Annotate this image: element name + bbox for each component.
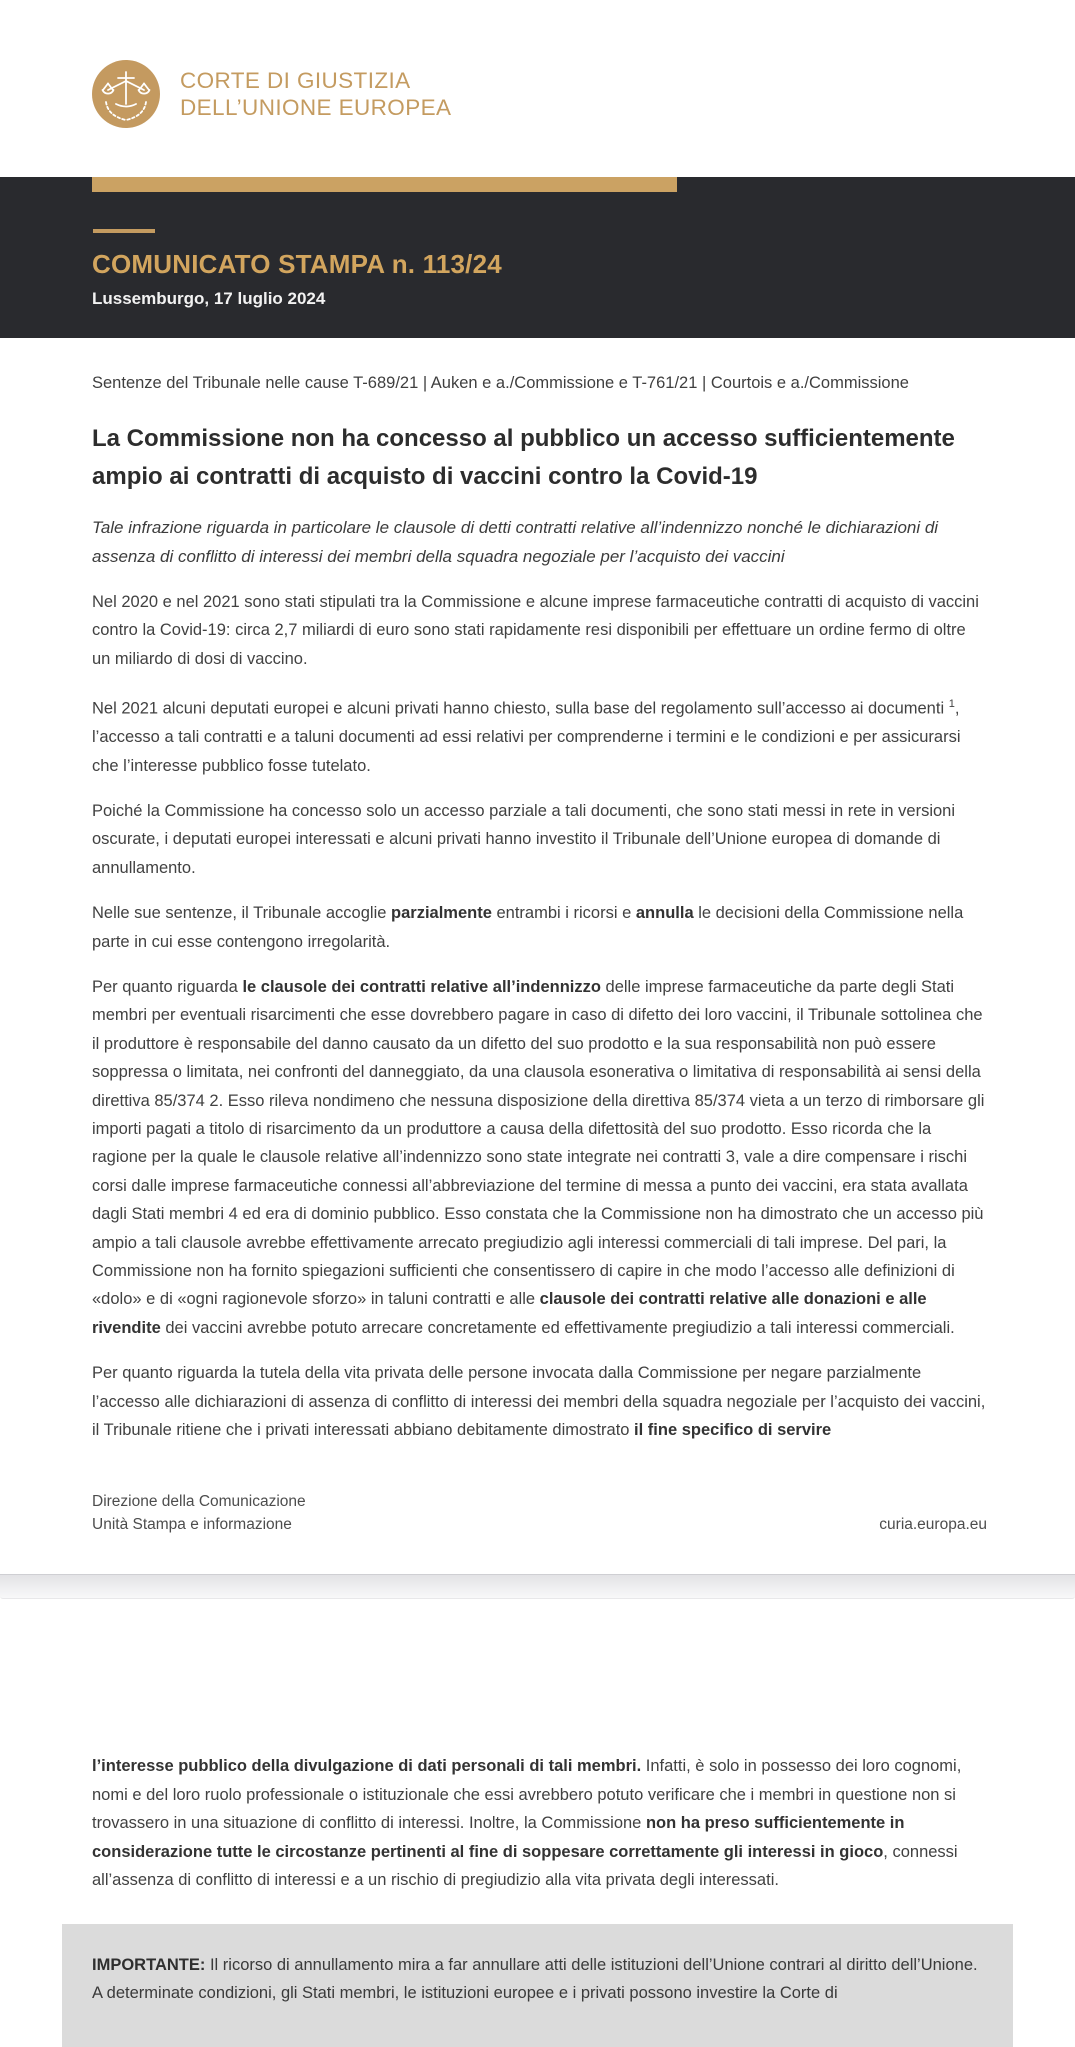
court-name-line1: CORTE DI GIUSTIZIA — [180, 67, 451, 94]
curia-website-link[interactable]: curia.europa.eu — [879, 1513, 987, 1536]
paragraph-4: Nelle sue sentenze, il Tribunale accoglie parzialmente entrambi i ricorsi e annulla le decisioni della Commissione nella parte in cui esse contengono irregolarità. — [92, 899, 987, 956]
court-name-line2: DELL’UNIONE EUROPEA — [180, 94, 451, 121]
article-subtitle: Tale infrazione riguarda in particolare le clausole di detti contratti relative all’indennizzo nonché le dichiarazioni di assenza di conflitto di interessi dei membri della squadra negoziale per l’acquisto dei vaccini — [92, 513, 987, 571]
article-body — [0, 369, 1075, 1536]
court-logo — [0, 0, 1075, 177]
footer-department-line2: Unità Stampa e informazione — [92, 1513, 306, 1536]
press-release-banner — [0, 177, 1075, 338]
court-name — [180, 67, 451, 121]
article-body-continued — [0, 1752, 1075, 1894]
paragraph-1: Nel 2020 e nel 2021 sono stati stipulati tra la Commissione e alcune imprese farmaceutiche contratti di acquisto di vaccini contro la Covid-19: circa 2,7 miliardi di euro sono stati rapidamente resi disponibili per effettuare un ordine fermo di oltre un miliardo di dosi di vaccino. — [92, 588, 987, 673]
important-note-box: IMPORTANTE: Il ricorso di annullamento mira a far annullare atti delle istituzioni dell’Unione contrari al diritto dell’Unione. A determinate condizioni, gli Stati membri, le istituzioni europee e i privati possono investire la Corte di — [62, 1924, 1013, 2047]
scales-of-justice-icon — [92, 60, 160, 128]
page-separator — [0, 1574, 1075, 1599]
gold-accent-bar — [92, 177, 677, 192]
footer-department-line1: Direzione della Comunicazione — [92, 1490, 306, 1513]
article-title: La Commissione non ha concesso al pubblico un accesso sufficientemente ampio ai contratti di acquisto di vaccini contro la Covid-19 — [92, 420, 987, 496]
paragraph-5: Per quanto riguarda le clausole dei contratti relative all’indennizzo delle imprese farmaceutiche da parte degli Stati membri per eventuali risarcimenti che esse dovrebbero pagare in caso di difetto dei loro vaccini, il Tribunale sottolinea che il produttore è responsabile del danno causato da un difetto del suo prodotto e la sua responsabilità non può essere soppressa o limitata, nei confronti del danneggiato, da una clausola esonerativa o limitativa di responsabilità ai sensi della direttiva 85/374 2. Esso rileva nondimeno che nessuna disposizione della direttiva 85/374 vieta a un terzo di rimborsare gli importi pagati a titolo di risarcimento da un produttore a causa della difettosità del suo prodotto. Esso ricorda che la ragione per la quale le clausole relative all’indennizzo sono state integrate nei contratti 3, vale a dire compensare i rischi corsi dalle imprese farmaceutiche connessi all’abbreviazione del termine di messa a punto dei vaccini, era stata avallata dagli Stati membri 4 ed era di dominio pubblico. Esso constata che la Commissione non ha dimostrato che un accesso più ampio a tali clausole avrebbe effettivamente arrecato pregiudizio agli interessi commerciali di tali imprese. Del pari, la Commissione non ha fornito spiegazioni sufficienti che consentissero di capire in che modo l’accesso alle definizioni di «dolo» e di «ogni ragionevole sforzo» in taluni contratti e alle clausole dei contratti relative alle donazioni e alle rivendite dei vaccini avrebbe potuto arrecare concretamente ed effettivamente pregiudizio a tali interessi commerciali. — [92, 973, 987, 1342]
footer-department — [92, 1490, 306, 1536]
press-release-dateline: Lussemburgo, 17 luglio 2024 — [92, 289, 325, 309]
paragraph-7: l’interesse pubblico della divulgazione di dati personali di tali membri. Infatti, è solo in possesso dei loro cognomi, nomi e del loro ruolo professionale o istituzionale che essi avrebbero potuto verificare che i membri in questione non si trovassero in una situazione di conflitto di interessi. Inoltre, la Commissione non ha preso sufficientemente in considerazione tutte le circostanze pertinenti al fine di soppesare correttamente gli interessi in gioco, connessi all’assenza di conflitto di interessi e a un rischio di pregiudizio alla vita privata degli interessati. — [92, 1752, 987, 1894]
page-footer — [92, 1490, 987, 1536]
press-release-number: COMUNICATO STAMPA n. 113/24 — [92, 249, 502, 280]
press-release-page-2 — [0, 1599, 1075, 2047]
paragraph-6: Per quanto riguarda la tutela della vita privata delle persone invocata dalla Commissione per negare parzialmente l’accesso alle dichiarazioni di assenza di conflitto di interessi dei membri della squadra negoziale per l’acquisto dei vaccini, il Tribunale ritiene che i privati interessati abbiano debitamente dimostrato il fine specifico di servire — [92, 1359, 987, 1444]
paragraph-2: Nel 2021 alcuni deputati europei e alcuni privati hanno chiesto, sulla base del regolamento sull’accesso ai documenti $^1$, l’accesso a tali contratti e a taluni documenti ad essi relativi per comprenderne i termini e le condizioni e per assicurarsi che l’interesse pubblico fosse tutelato. — [92, 690, 987, 780]
gold-dash — [93, 229, 155, 233]
paragraph-3: Poiché la Commissione ha concesso solo un accesso parziale a tali documenti, che sono stati messi in rete in versioni oscurate, i deputati europei interessati e alcuni privati hanno investito il Tribunale dell’Unione europea di domande di annullamento. — [92, 797, 987, 882]
case-reference: Sentenze del Tribunale nelle cause T-689/21 | Auken e a./Commissione e T-761/21 | Courtois e a./Commissione — [92, 369, 987, 397]
